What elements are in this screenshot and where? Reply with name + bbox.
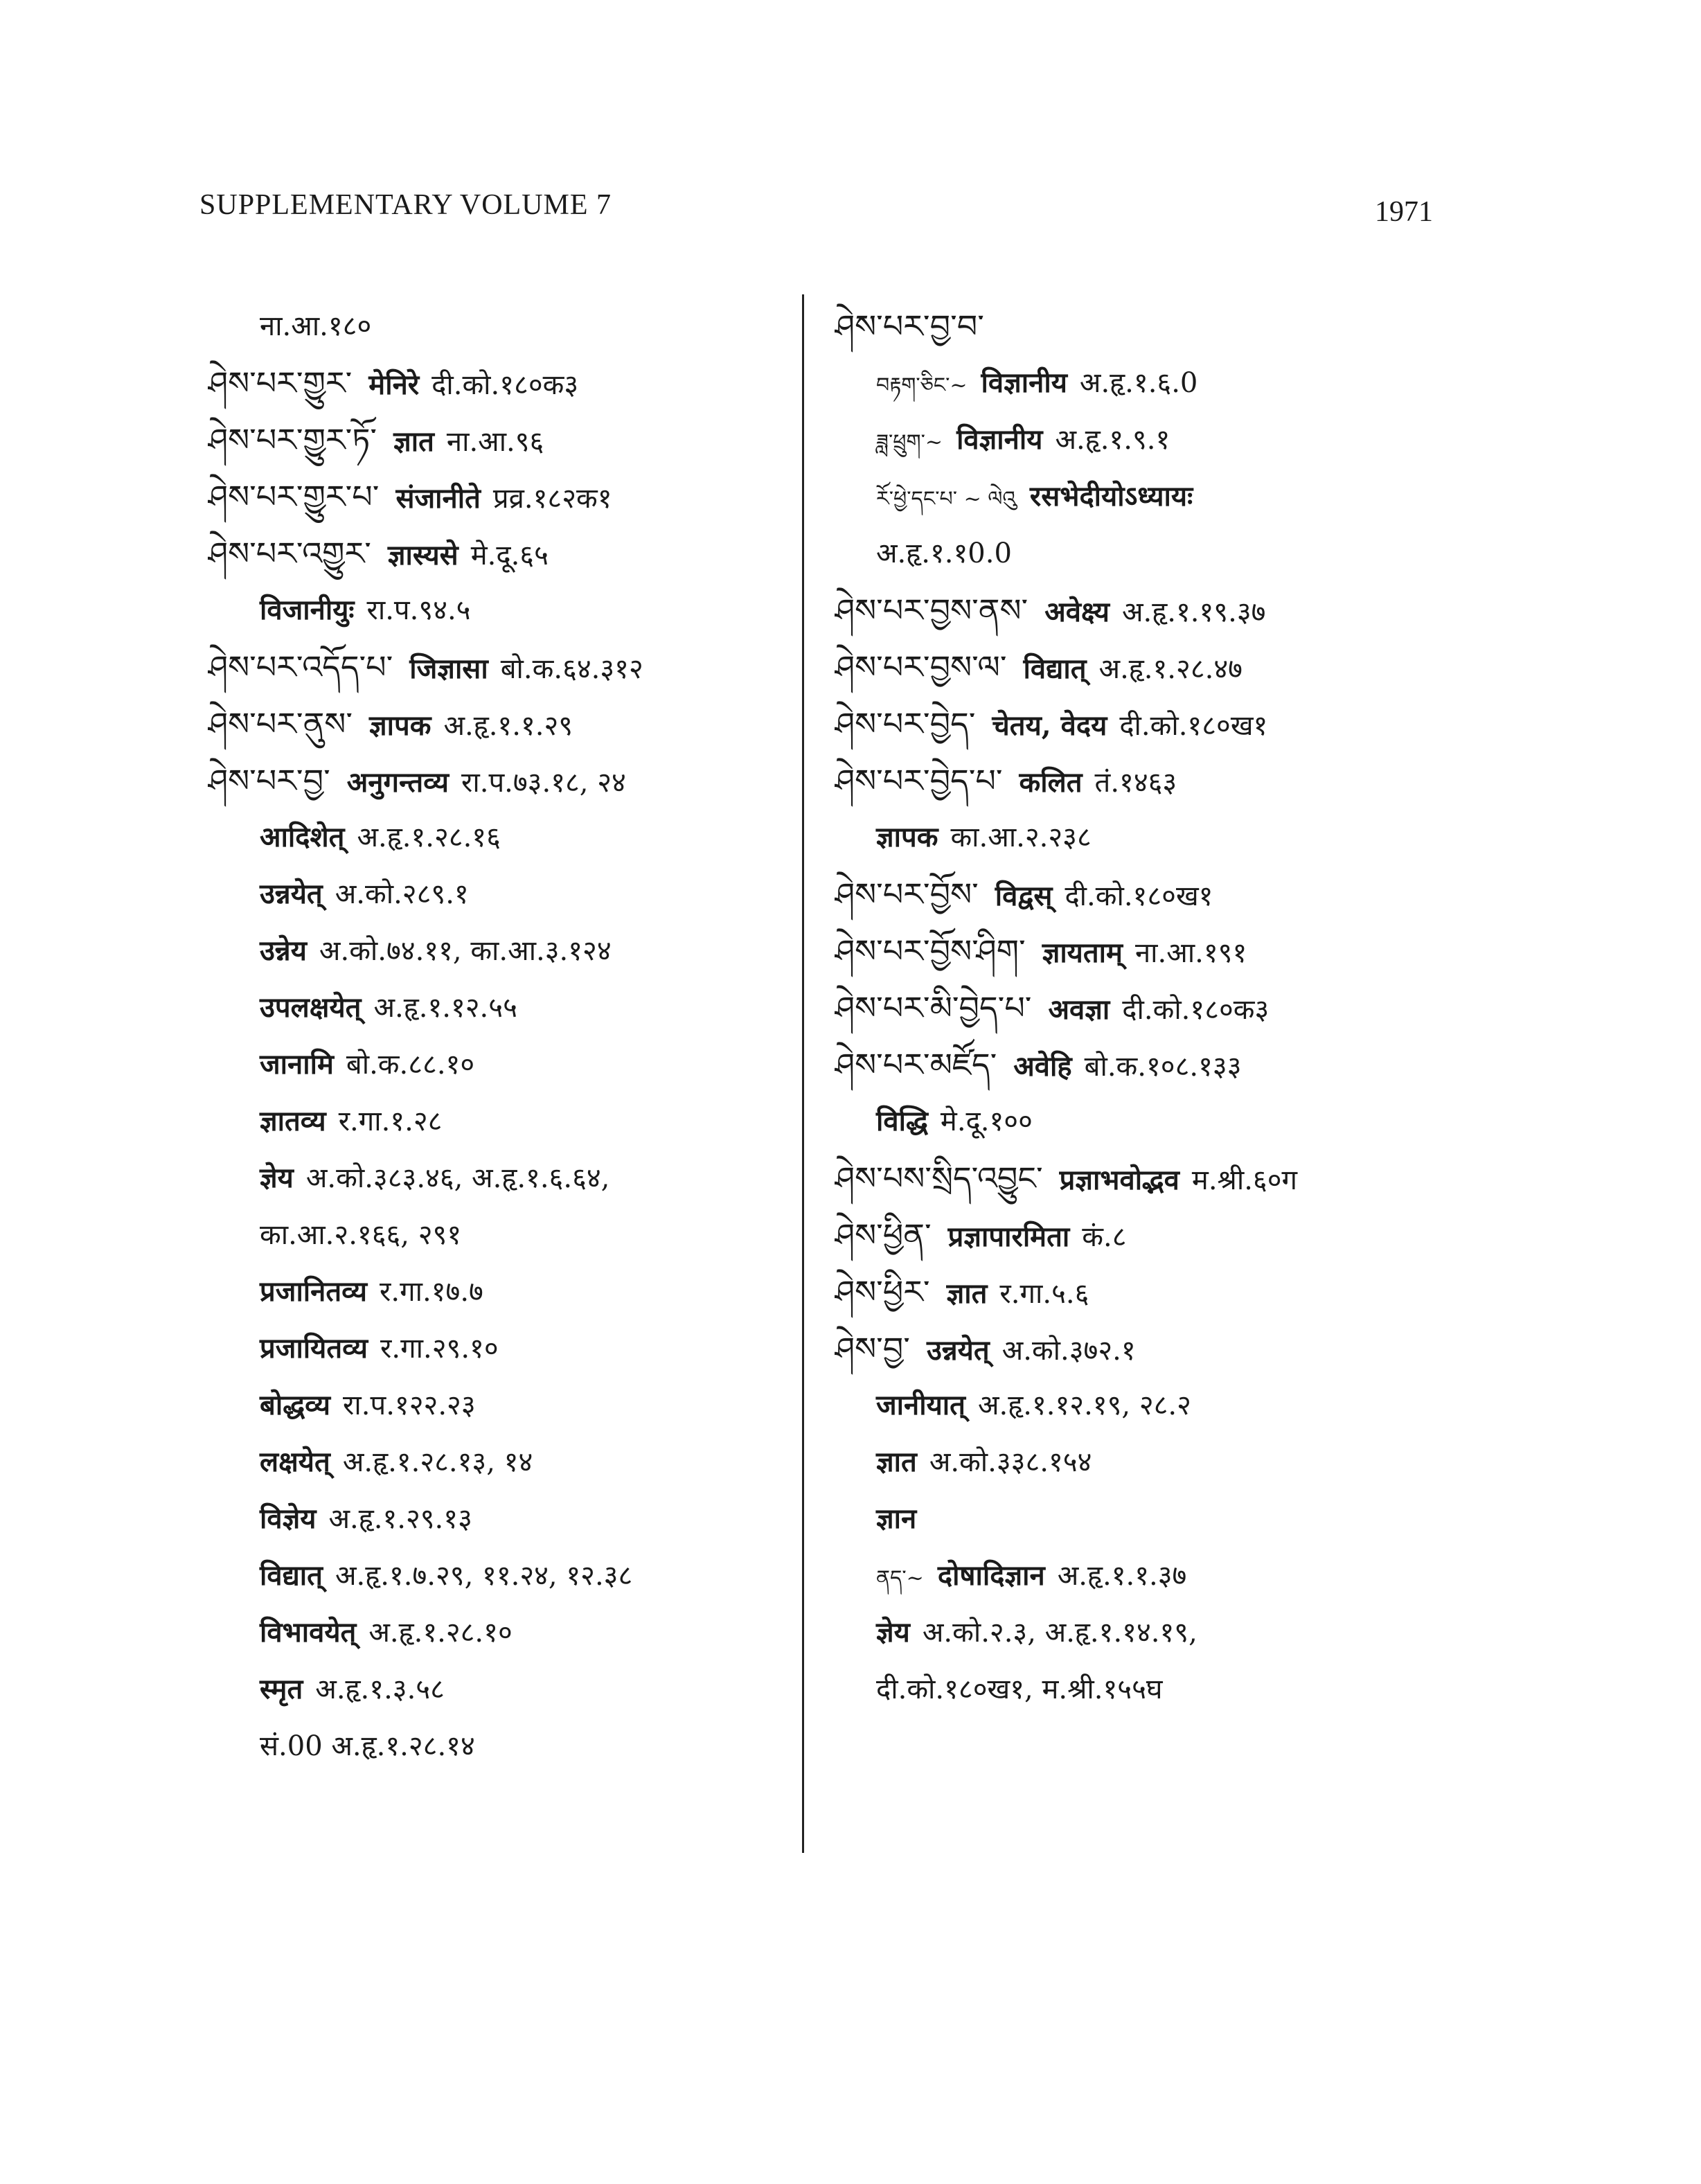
- source-reference: अ.हृ.१.१0.0: [876, 538, 1012, 569]
- dictionary-entry: [208, 1036, 803, 1093]
- source-reference: अ.हृ.१.२८.१३, १४: [342, 1446, 533, 1478]
- source-reference: अ.हृ.१.१.२९: [443, 710, 573, 742]
- dictionary-entry: [835, 1093, 1458, 1150]
- sanskrit-equivalent: विज्ञानीय: [956, 423, 1043, 456]
- sanskrit-equivalent: ज्ञान: [876, 1502, 917, 1535]
- sanskrit-equivalent: संजानीते: [395, 482, 481, 515]
- dictionary-entry: [208, 923, 803, 979]
- source-reference: अ.हृ.१.१.३७: [1057, 1560, 1187, 1592]
- sanskrit-equivalent: प्रजायितव्य: [260, 1332, 368, 1365]
- source-reference: दी.को.१८०ख१: [1065, 880, 1213, 912]
- tibetan-subentry: ཟླ་ཕྲུག་~: [876, 430, 943, 454]
- dictionary-entry: [208, 695, 803, 752]
- sanskrit-equivalent: ज्ञापक: [368, 709, 431, 742]
- dictionary-entry: [835, 866, 1458, 923]
- source-reference: अ.हृ.१.७.२९, ११.२४, १२.३८: [335, 1560, 633, 1592]
- source-reference: अ.हृ.१.९.१: [1055, 424, 1170, 456]
- dictionary-entry: [208, 1150, 803, 1207]
- source-reference: अ.को.३७२.१: [1001, 1335, 1136, 1367]
- source-reference: कं.८: [1082, 1221, 1127, 1253]
- dictionary-entry: [835, 923, 1458, 979]
- sanskrit-equivalent: लक्षयेत्: [260, 1446, 330, 1478]
- source-reference: अ.हृ.१.१२.१९, २८.२: [977, 1390, 1191, 1421]
- sanskrit-equivalent: प्रज्ञापारमिता: [947, 1220, 1070, 1253]
- dictionary-entry: [208, 1093, 803, 1150]
- sanskrit-equivalent: विद्यात्: [1023, 652, 1087, 685]
- dictionary-entry: [208, 1263, 803, 1320]
- dictionary-entry: [208, 468, 803, 525]
- dictionary-entry: [835, 1320, 1458, 1377]
- dictionary-entry: [208, 866, 803, 923]
- tibetan-subentry: རོ་ཕྱེ་དང་པ་ ~ ལེའུ: [876, 487, 1016, 511]
- tibetan-headword: ཤེས་པར་བྱས་ནས་: [835, 592, 1028, 629]
- source-reference: र.गा.१.२८: [338, 1106, 443, 1137]
- source-reference: बो.क.८८.१०: [346, 1049, 475, 1081]
- source-reference: बो.क.६४.३१२: [500, 653, 643, 685]
- dictionary-entry: [835, 1263, 1458, 1320]
- dictionary-entry: [208, 639, 803, 695]
- source-reference: र.गा.५.६: [999, 1278, 1089, 1310]
- sanskrit-equivalent: ज्ञात: [393, 425, 434, 458]
- sanskrit-equivalent: ज्ञेय: [260, 1162, 294, 1194]
- dictionary-entry: [208, 1320, 803, 1377]
- dictionary-entry: [208, 1491, 803, 1547]
- sanskrit-equivalent: चेतय, वेदय: [992, 709, 1107, 742]
- dictionary-entry: [835, 639, 1458, 695]
- tibetan-headword: ཤེས་པར་འགྱུར་: [208, 535, 371, 572]
- tibetan-headword: ཤེས་པར་བྱ་: [208, 762, 330, 799]
- dictionary-entry: [208, 1547, 803, 1604]
- tibetan-subentry: བརྟག་ཅིང་~: [876, 373, 968, 398]
- tibetan-headword: ཤེས་པར་བྱས་ལ་: [835, 648, 1007, 686]
- sanskrit-equivalent: उन्नयेत्: [926, 1334, 990, 1367]
- source-reference: प्रव्र.१८२क१: [492, 483, 612, 515]
- source-reference: अ.हृ.१.१२.५५: [373, 992, 517, 1024]
- sanskrit-equivalent: मेनिरे: [368, 369, 420, 401]
- tibetan-headword: ཤེས་ཕྱིར་: [835, 1273, 930, 1311]
- source-reference: ना.आ.१९१: [1134, 937, 1247, 969]
- source-reference: ना.आ.९६: [446, 426, 544, 458]
- tibetan-headword: ཤེས་པར་བྱེད་པ་: [835, 762, 1003, 799]
- dictionary-entry: [208, 1718, 803, 1775]
- tibetan-headword: ཤེས་པར་མཛོད་: [835, 1046, 997, 1083]
- sanskrit-equivalent: कलित: [1019, 766, 1083, 799]
- sanskrit-equivalent: जानीयात्: [876, 1389, 965, 1421]
- tibetan-headword: ཤེས་པར་འདོད་པ་: [208, 648, 393, 686]
- tibetan-headword: ཤེས་པར་བྱོས་ཤིག་: [835, 932, 1026, 970]
- tibetan-headword: ཤེས་པར་བྱ་བ་: [835, 308, 984, 345]
- dictionary-entry: [208, 1604, 803, 1661]
- source-reference: अ.हृ.१.२८.१६: [357, 822, 501, 853]
- page-number: 1971: [1375, 196, 1433, 228]
- sanskrit-equivalent: आदिशेत्: [260, 821, 345, 853]
- dictionary-entry: [208, 525, 803, 582]
- source-reference: दी.को.१८०क३: [431, 369, 579, 401]
- dictionary-entry: [835, 1150, 1458, 1207]
- dictionary-entry: [208, 1207, 803, 1263]
- sanskrit-equivalent: ज्ञापक: [876, 821, 938, 853]
- source-reference: अ.को.३८३.४६, अ.हृ.१.६.६४,: [305, 1162, 610, 1194]
- dictionary-entry: [208, 1661, 803, 1718]
- tibetan-headword: ཤེས་པར་གྱུར་ཏོ་: [208, 421, 377, 459]
- source-reference: दी.को.१८०क३: [1122, 994, 1270, 1026]
- source-reference: अ.को.२.३, अ.हृ.१.१४.१९,: [922, 1617, 1197, 1649]
- sanskrit-equivalent: उपलक्षयेत्: [260, 991, 362, 1024]
- source-reference: म.श्री.६०ग: [1191, 1164, 1298, 1196]
- sanskrit-equivalent: प्रजानितव्य: [260, 1275, 368, 1308]
- dictionary-entry: [835, 1491, 1458, 1547]
- dictionary-entry: [835, 1036, 1458, 1093]
- source-reference: अ.हृ.१.२९.१३: [328, 1503, 472, 1535]
- sanskrit-equivalent: विद्वस्: [995, 880, 1053, 912]
- tibetan-headword: ཤེས་པར་མི་བྱེད་པ་: [835, 989, 1032, 1027]
- tibetan-headword: ཤེས་པས་སྲིད་འབྱུང་: [835, 1160, 1043, 1197]
- source-reference: अ.को.२८९.१: [335, 878, 469, 910]
- dictionary-entry: [835, 1547, 1458, 1604]
- dictionary-entry: [835, 1377, 1458, 1434]
- tibetan-headword: ཤེས་པར་བྱེད་: [835, 705, 976, 743]
- source-reference: दी.को.१८०ख१, म.श्री.१५५घ: [876, 1673, 1163, 1705]
- source-reference: अ.हृ.१.२८.४७: [1098, 653, 1243, 685]
- sanskrit-equivalent: विज्ञेय: [260, 1502, 317, 1535]
- source-reference: सं.00 अ.हृ.१.२८.१४: [260, 1730, 475, 1762]
- tibetan-subentry: ནད་~: [876, 1566, 924, 1590]
- sanskrit-equivalent: ज्ञास्यसे: [387, 539, 458, 571]
- sanskrit-equivalent: अवेहि: [1013, 1050, 1072, 1083]
- source-reference: रा.प.९४.५: [366, 594, 471, 626]
- running-head: SUPPLEMENTARY VOLUME 7: [199, 189, 612, 221]
- sanskrit-equivalent: बोद्धव्य: [260, 1389, 331, 1421]
- dictionary-entry: [835, 695, 1458, 752]
- source-reference: र.गा.२९.१०: [380, 1333, 499, 1365]
- source-reference: मे.दू.१००: [940, 1106, 1033, 1137]
- sanskrit-equivalent: विद्यात्: [260, 1559, 323, 1592]
- sanskrit-equivalent: जिज्ञासा: [409, 652, 488, 685]
- sanskrit-equivalent: विद्धि: [876, 1105, 928, 1137]
- tibetan-headword: ཤེས་པར་གྱུར་: [208, 364, 353, 402]
- sanskrit-equivalent: ज्ञात: [876, 1446, 917, 1478]
- dictionary-entry: [835, 298, 1458, 355]
- dictionary-entry: [208, 1377, 803, 1434]
- source-reference: ना.आ.१८०: [260, 310, 372, 342]
- source-reference: का.आ.२.२३८: [950, 822, 1092, 853]
- sanskrit-equivalent: ज्ञात: [946, 1277, 988, 1310]
- dictionary-entry: [208, 752, 803, 809]
- dictionary-entry: [835, 355, 1458, 411]
- source-reference: अ.को.७४.११, का.आ.३.१२४: [319, 935, 612, 967]
- dictionary-entry: [835, 752, 1458, 809]
- sanskrit-equivalent: विजानीयुः: [260, 594, 355, 626]
- sanskrit-equivalent: विज्ञानीय: [981, 366, 1067, 399]
- sanskrit-equivalent: अवेक्ष्य: [1044, 596, 1110, 628]
- sanskrit-equivalent: अनुगन्तव्य: [346, 766, 449, 799]
- source-reference: का.आ.२.१६६, २९१: [260, 1219, 462, 1251]
- sanskrit-equivalent: उन्नेय: [260, 934, 307, 967]
- source-reference: दी.को.१८०ख१: [1119, 710, 1268, 742]
- sanskrit-equivalent: प्रज्ञाभवोद्भव: [1059, 1164, 1179, 1196]
- dictionary-entry: [835, 1661, 1458, 1718]
- dictionary-entry: [835, 525, 1458, 582]
- source-reference: मे.दू.६५: [470, 540, 549, 571]
- left-column: [208, 298, 803, 1775]
- dictionary-entry: [835, 1604, 1458, 1661]
- dictionary-entry: [208, 355, 803, 411]
- sanskrit-equivalent: विभावयेत्: [260, 1616, 357, 1649]
- tibetan-headword: ཤེས་པར་གྱུར་པ་: [208, 478, 380, 515]
- source-reference: तं.१४६३: [1094, 767, 1177, 799]
- column-divider: [802, 294, 804, 1853]
- dictionary-entry: [835, 979, 1458, 1036]
- sanskrit-equivalent: जानामि: [260, 1048, 334, 1081]
- dictionary-entry: [208, 809, 803, 866]
- sanskrit-equivalent: अवज्ञा: [1048, 993, 1110, 1026]
- dictionary-entry: [208, 979, 803, 1036]
- sanskrit-equivalent: ज्ञायताम्: [1042, 936, 1123, 969]
- source-reference: रा.प.१२२.२३: [343, 1390, 476, 1421]
- dictionary-entry: [208, 298, 803, 355]
- dictionary-entry: [835, 1207, 1458, 1263]
- sanskrit-equivalent: स्मृत: [260, 1673, 303, 1705]
- tibetan-headword: ཤེས་པར་བྱོས་: [835, 876, 979, 913]
- source-reference: अ.हृ.१.३.५८: [315, 1673, 445, 1705]
- tibetan-headword: ཤེས་བྱ་: [835, 1330, 910, 1367]
- dictionary-entry: [835, 809, 1458, 866]
- sanskrit-equivalent: ज्ञातव्य: [260, 1105, 326, 1137]
- tibetan-headword: ཤེས་ཕྱིན་: [835, 1216, 932, 1254]
- dictionary-entry: [208, 411, 803, 468]
- dictionary-entry: [835, 411, 1458, 468]
- tibetan-headword: ཤེས་པར་ནུས་: [208, 705, 353, 743]
- source-reference: रा.प.७३.१८, २४: [461, 767, 626, 799]
- dictionary-entry: [835, 468, 1458, 525]
- dictionary-entry: [208, 582, 803, 639]
- dictionary-entry: [208, 1434, 803, 1491]
- right-column: [835, 298, 1458, 1718]
- source-reference: अ.को.३३८.१५४: [929, 1446, 1092, 1478]
- source-reference: र.गा.१७.७: [380, 1276, 483, 1308]
- source-reference: अ.हृ.१.२८.१०: [368, 1617, 513, 1649]
- source-reference: अ.हृ.१.६.0: [1079, 367, 1198, 399]
- dictionary-entry: [835, 582, 1458, 639]
- sanskrit-equivalent: दोषादिज्ञान: [937, 1559, 1045, 1592]
- sanskrit-equivalent: रसभेदीयोऽध्यायः: [1029, 480, 1193, 513]
- source-reference: अ.हृ.१.१९.३७: [1122, 596, 1266, 628]
- sanskrit-equivalent: उन्नयेत्: [260, 878, 323, 910]
- sanskrit-equivalent: ज्ञेय: [876, 1616, 910, 1649]
- source-reference: बो.क.१०८.१३३: [1084, 1051, 1242, 1083]
- dictionary-entry: [835, 1434, 1458, 1491]
